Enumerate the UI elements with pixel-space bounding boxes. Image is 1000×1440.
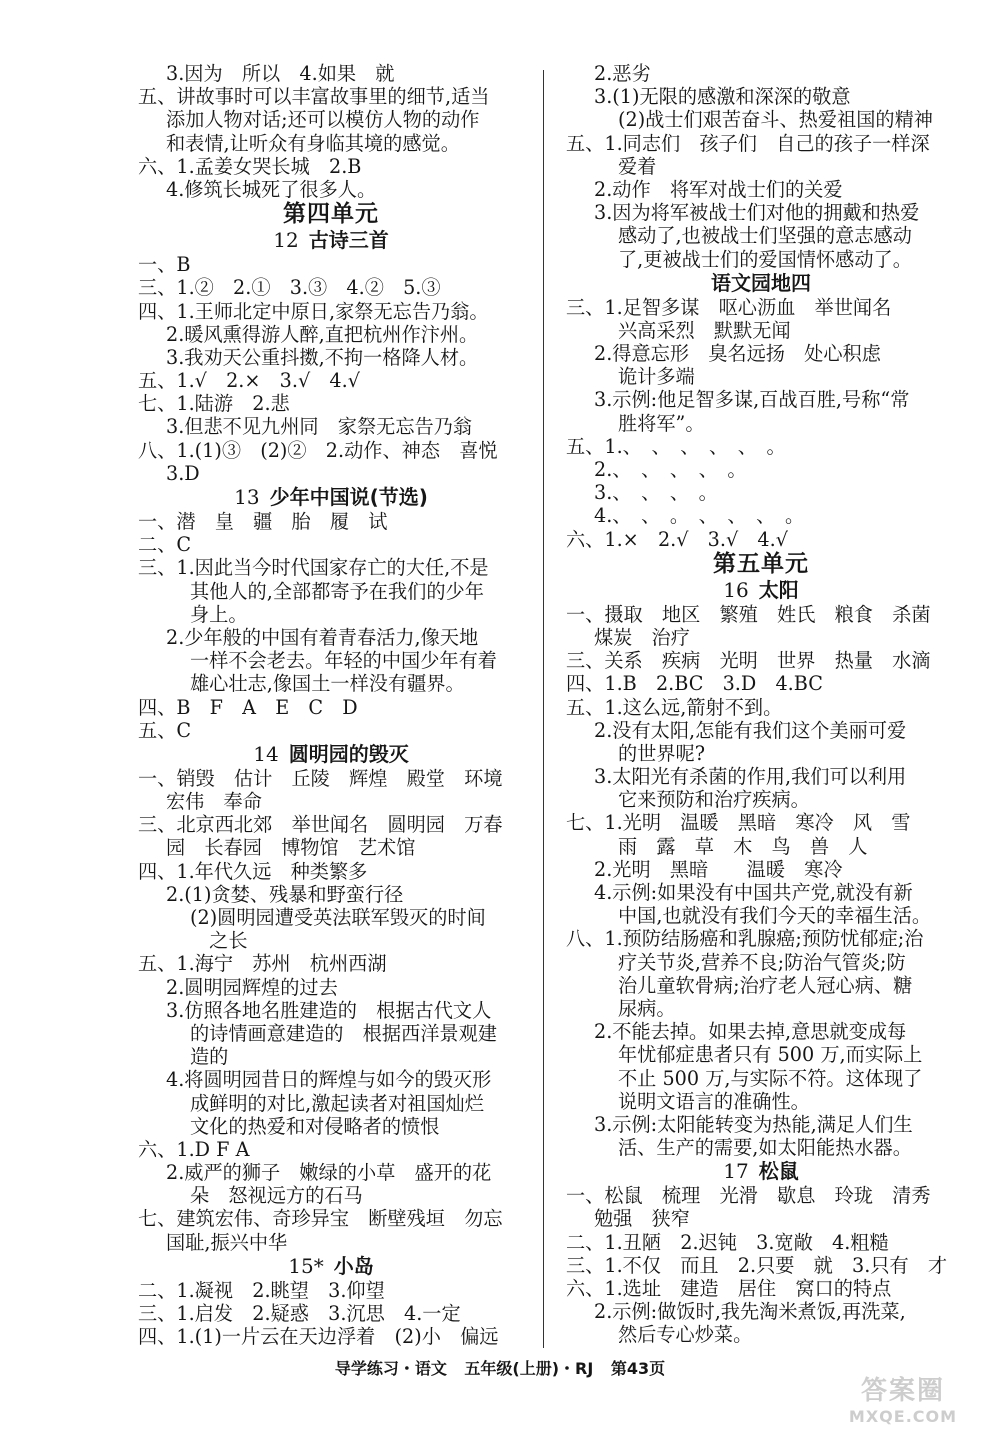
answer-line: 三、北京西北郊 举世闻名 圆明园 万春 [138,813,503,837]
answer-line: 疗关节炎,营养不良;防治气管炎;防 [618,950,906,974]
answer-line: 3.(1)无限的感激和深深的敬意 [594,85,851,109]
answer-line: 2.、 、 、 、 。 [594,458,747,481]
answer-line: 其他人的,全部都寄予在我们的少年 [190,579,484,603]
answer-line: (2)战士们艰苦奋斗、热爱祖国的精神 [618,108,933,132]
answer-line: 年忧郁症患者只有 500 万,而实际上 [618,1043,923,1067]
answer-line: 和表情,让听众有身临其境的感觉。 [166,131,460,155]
answer-line: 感动了,也被战士们坚强的意志感动 [618,224,912,248]
answer-line: 八、1.预防结肠癌和乳腺癌;预防忧郁症;治 [566,927,924,951]
answer-line: 四、1.(1)一片云在天边浮着 (2)小 偏远 [138,1325,499,1349]
answer-line: 3.示例:他足智多谋,百战百胜,号称“常 [594,388,910,412]
answer-line: 2.光明 黑暗 温暖 寒冷 [594,857,843,881]
answer-line: 二、C [138,533,192,557]
answer-line: 文化的热爱和对侵略者的愤恨 [190,1114,440,1138]
lesson-title: 少年中国说(节选) [269,485,428,509]
answer-line: 五、1.海宁 苏州 杭州西湖 [138,952,387,976]
answer-line: 之长 [190,929,248,953]
answer-line: 三、1.启发 2.疑惑 3.沉思 4.一定 [138,1302,461,1325]
lesson-number: 15* [288,1253,324,1278]
left-column [138,62,524,1348]
answer-line: 4.示例:如果没有中国共产党,就没有新 [594,881,913,904]
answer-line: 朵 怒视远方的石马 [190,1184,363,1208]
answer-line: 一、潜 皇 疆 胎 履 试 [138,510,388,533]
unit-heading: 第四单元 [283,201,379,228]
answer-line: 2.不能去掉。如果去掉,意思就变成每 [594,1020,907,1044]
answer-line: 2.没有太阳,怎能有我们这个美丽可爱 [594,718,907,742]
answer-line: 的诗情画意建造的 根据西洋景观建 [190,1021,497,1045]
answer-line: 二、1.丑陋 2.迟钝 3.宽敞 4.粗糙 [566,1230,889,1254]
lesson-heading [566,271,956,296]
lesson-title: 语文园地四 [711,270,811,295]
answer-line: 七、建筑宏伟、奇珍异宝 断壁残垣 勿忘 [138,1207,503,1231]
answer-line: 不止 500 万,与实际不符。这体现了 [618,1066,923,1090]
answer-line: 活、生产的需要,如太阳能热水器。 [618,1136,912,1160]
lesson-title: 松鼠 [758,1159,799,1184]
footer-grade: 五年级(上册)・RJ [464,1359,594,1378]
lesson-heading [138,1254,524,1279]
lesson-number: 13 [234,485,260,509]
answer-line: 然后专心炒菜。 [618,1323,753,1347]
answer-line: 六、1.× 2.√ 3.√ 4.√ [566,527,788,551]
footer-page-number: 第43页 [610,1359,666,1378]
lesson-number: 16 [723,577,749,602]
answer-line: 造的 [190,1045,229,1069]
answer-line: 2.圆明园辉煌的过去 [166,975,338,999]
answer-line: 七、1.陆游 2.悲 [138,392,290,416]
answer-line: 胜将军”。 [618,411,705,435]
answer-line: 三、1.足智多谋 呕心沥血 举世闻名 [566,295,892,319]
answer-line: 六、1.孟姜女哭长城 2.B [138,154,362,178]
answer-line: 3.仿照各地名胜建造的 根据古代文人 [166,998,492,1022]
answer-line: 三、1.不仅 而且 2.只要 就 3.只有 才 [566,1253,948,1277]
watermark-line2: MXQE.COM [848,1407,958,1426]
answer-line: 五、C [138,718,192,742]
answer-line: 治儿童软骨病;治疗老人冠心病、糖 [618,973,913,997]
answer-line: 它来预防和治疗疾病。 [618,788,810,812]
answer-line: 2.动作 将军对战士们的关爱 [594,177,843,201]
watermark-line1: 答案圈 [860,1376,945,1406]
answer-line: 尿病。 [618,996,676,1020]
answer-line: 三、关系 疾病 光明 世界 热量 水滴 [566,649,931,673]
answer-line: 二、1.凝视 2.眺望 3.仰望 [138,1278,385,1302]
lesson-heading [566,1159,956,1184]
answer-line: 兴高采烈 默默无闻 [618,318,791,342]
answer-line: 成鲜明的对比,激起读者对祖国灿烂 [190,1091,484,1115]
answer-line: 一样不会老去。年轻的中国少年有着 [190,649,497,673]
answer-line: 国耻,振兴中华 [166,1230,288,1254]
answer-line: 说明文语言的准确性。 [618,1089,810,1113]
answer-line: 2.威严的狮子 嫩绿的小草 盛开的花 [166,1161,492,1185]
answer-line: 五、1.、 、 、 、 、 。 [566,434,786,458]
answer-line: 勉强 狭窄 [594,1207,690,1231]
right-column [566,62,956,1347]
answer-line: 四、1.王师北定中原日,家祭无忘告乃翁。 [138,299,489,323]
watermark-logo [828,1368,978,1428]
answer-line: 三、1.因此当今时代国家存亡的大任,不是 [138,556,489,580]
lesson-heading [138,485,524,510]
answer-line: 3.但悲不见九州同 家祭无忘告乃翁 [166,415,473,439]
answer-line: 添加人物对话;还可以模仿人物的动作 [166,108,480,132]
answer-line: 3.因为 所以 4.如果 就 [166,62,395,85]
answer-line: 4.将圆明园昔日的辉煌与如今的毁灭形 [166,1068,492,1092]
answer-line: 五、1.√ 2.× 3.√ 4.√ [138,369,360,393]
lesson-title: 圆明园的毁灭 [288,741,409,766]
answer-line: 2.示例:做饭时,我先淘米煮饭,再洗菜, [594,1300,906,1324]
answer-line: 六、1.选址 建造 居住 窝口的特点 [566,1277,892,1300]
answer-line: 诡计多端 [618,365,695,389]
answer-line: 2.恶劣 [594,62,651,85]
lesson-title: 太阳 [758,577,799,602]
lesson-number: 12 [273,228,299,253]
lesson-heading [138,228,524,253]
answer-line: 四、B F A E C D [138,695,358,719]
answer-line: 一、B [138,253,191,277]
lesson-number: 14 [253,741,279,766]
answer-line: 五、1.这么远,箭射不到。 [566,695,783,719]
answer-line: 八、1.(1)③ (2)② 2.动作、神态 喜悦 [138,438,498,462]
answer-line: 3.太阳光有杀菌的作用,我们可以利用 [594,765,907,789]
answer-line: 宏伟 奉命 [166,790,262,814]
answer-line: 四、1.B 2.BC 3.D 4.BC [566,672,823,696]
answer-line: 3.因为将军被战士们对他的拥戴和热爱 [594,201,920,225]
answer-line: 的世界呢? [618,741,706,765]
answer-line: 2.得意忘形 臭名远扬 处心积虑 [594,342,881,366]
footer-book-title: 导学练习・语文 [334,1359,447,1378]
answer-line: 3.我劝天公重抖擞,不拘一格降人材。 [166,345,479,369]
answer-line: 了,更被战士们的爱国情怀感动了。 [618,247,912,271]
answer-line: 2.暖风熏得游人醉,直把杭州作汴州。 [166,322,479,346]
lesson-title: 小岛 [333,1253,374,1278]
lesson-number: 17 [723,1159,749,1184]
answer-line: 一、摄取 地区 繁殖 姓氏 粮食 杀菌 [566,602,931,626]
answer-line: 雄心壮志,像国土一样没有疆界。 [190,672,465,696]
answer-line: 五、1.同志们 孩子们 自己的孩子一样深 [566,131,930,155]
answer-line: 身上。 [190,602,248,626]
answer-line: 3.示例:太阳能转变为热能,满足人们生 [594,1112,913,1136]
column-divider [543,70,544,1348]
answer-line: 三、1.② 2.① 3.③ 4.② 5.③ [138,276,441,300]
answer-line: 煤炭 治疗 [594,625,690,649]
answer-line: 3.、 、 、 。 [594,481,718,505]
lesson-title: 古诗三首 [308,228,389,253]
answer-line: 2.(1)贪婪、残暴和野蛮行径 [166,882,404,906]
answer-line: 中国,也就没有我们今天的幸福生活。 [618,904,932,928]
answer-line: 一、销毁 估计 丘陵 辉煌 殿堂 环境 [138,766,503,790]
answer-line: 一、松鼠 梳理 光滑 歇息 玲珑 清秀 [566,1184,931,1208]
answer-line: 爱着 [618,154,657,178]
answer-line: 4.修筑长城死了很多人。 [166,177,377,201]
answer-line: 雨 露 草 木 鸟 兽 人 [618,834,868,858]
answer-line: 六、1.D F A [138,1137,250,1161]
answer-line: 七、1.光明 温暖 黑暗 寒冷 风 雪 [566,811,911,835]
answer-line: 四、1.年代久远 种类繁多 [138,859,368,883]
answer-line: 3.D [166,461,200,485]
answer-line: 2.少年般的中国有着青春活力,像天地 [166,625,479,649]
answer-line: 五、讲故事时可以丰富故事里的细节,适当 [138,85,490,109]
lesson-heading [566,578,956,603]
answer-line: (2)圆明园遭受英法联军毁灭的时间 [190,906,486,929]
answer-line: 4.、 、 。 、 、 、 。 [594,504,805,528]
unit-heading: 第五单元 [713,550,809,577]
lesson-heading [138,742,524,767]
answer-line: 园 长春园 博物馆 艺术馆 [166,836,416,860]
